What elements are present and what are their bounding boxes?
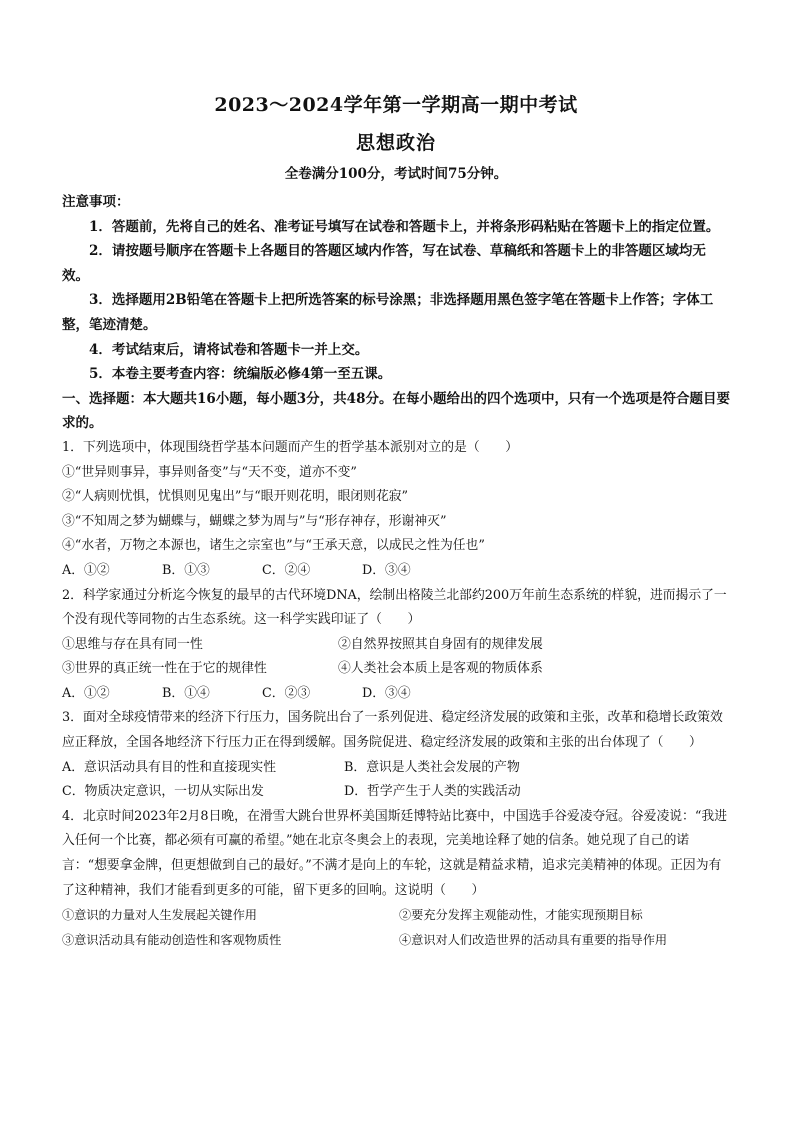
question-4-items-row <box>62 928 730 953</box>
option-b: B．①③ <box>162 562 210 578</box>
question-1-item: ③“不知周之梦为蝴蝶与，蝴蝶之梦为周与”与“形存神存，形谢神灭” <box>62 513 447 529</box>
question-1-item: ④“水者，万物之本源也，诸生之宗室也”与“王承天意，以成民之性为任也” <box>62 538 485 554</box>
subject-title: 思想政治 <box>355 132 436 154</box>
question-2-item: ②自然界按照其自身固有的规律发展 <box>338 636 543 652</box>
question-3-stem: 3．面对全球疫情带来的经济下行压力，国务院出台了一系列促进、稳定经济发展的政策和主张，改革和稳增长政策效应正释放，全国各地经济下行压力正在得到缓解。国务院促进、稳定经济发展的政策和主张的出台体现了（ ） <box>62 710 723 751</box>
question-4-item: ①意识的力量对人生发展起关键作用 <box>62 908 257 923</box>
option-a: A．①② <box>62 562 110 578</box>
exam-page <box>62 92 730 952</box>
notice-item: 2．请按题号顺序在答题卡上各题目的答题区域内作答，写在试卷、草稿纸和答题卡上的非答题区域均无效。 <box>62 243 706 284</box>
notice-item: 5．本卷主要考查内容：统编版必修4第一至五课。 <box>89 366 392 383</box>
exam-title: 2023～2024学年第一学期高一期中考试 <box>214 94 578 116</box>
option-c: C．②③ <box>262 685 311 701</box>
option-d: D．哲学产生于人类的实践活动 <box>344 784 521 800</box>
section-heading: 一、选择题：本大题共16小题，每小题3分，共48分。在每小题给出的四个选项中，只有一个选项是符合题目要求的。 <box>62 390 730 432</box>
question-1-item: ①“世异则事异，事异则备变”与“天不变，道亦不变” <box>62 464 357 480</box>
question-4-item: ④意识对人们改造世界的活动具有重要的指导作用 <box>399 932 668 947</box>
question-2-item: ①思维与存在具有同一性 <box>62 636 203 652</box>
question-4-stem: 4．北京时间2023年2月8日晚，在滑雪大跳台世界杯美国斯廷博特站比赛中，中国选手谷爱凌夺冠。谷爱凌说：“我进入任何一个比赛，都必须有可赢的希望。”她在北京冬奥会上的表现，完美地诠释了她的信条。她兑现了自己的诺言：“想要拿金牌，但更想做到自己的最好。”不满才是向上的车轮，这就是精益求精，追求完美精神的体现。正因为有了这种精神，我们才能看到更多的可能，留下更多的回响。这说明（ ） <box>62 808 727 898</box>
notice-item: 1．答题前，先将自己的姓名、准考证号填写在试卷和答题卡上，并将条形码粘贴在答题卡上的指定位置。 <box>89 218 720 235</box>
question-2-items-row <box>62 657 730 682</box>
question-3-options-row <box>62 780 730 805</box>
exam-info: 全卷满分100分，考试时间75分钟。 <box>284 166 508 182</box>
question-2-options <box>62 682 730 707</box>
option-c: C．②④ <box>262 562 311 578</box>
question-4-items-row <box>62 903 730 928</box>
option-c: C．物质决定意识，一切从实际出发 <box>62 784 264 800</box>
question-3-options-row <box>62 756 730 781</box>
option-d: D．③④ <box>362 685 411 701</box>
notice-heading: 注意事项： <box>62 194 130 210</box>
question-2-stem: 2．科学家通过分析迄今恢复的最早的古代环境DNA，绘制出格陵兰北部约200万年前生态系统的样貌，进而揭示了一个没有现代等同物的古生态系统。这一科学实践印证了（ ） <box>62 587 727 628</box>
notice-item: 3．选择题用2B铅笔在答题卡上把所选答案的标号涂黑；非选择题用黑色签字笔在答题卡上作答；字体工整，笔迹清楚。 <box>62 292 714 333</box>
option-a: A．①② <box>62 685 110 701</box>
question-4-item: ③意识活动具有能动创造性和客观物质性 <box>62 932 282 947</box>
question-2-item: ③世界的真正统一性在于它的规律性 <box>62 661 267 677</box>
option-d: D．③④ <box>362 562 411 578</box>
notice-item: 4．考试结束后，请将试卷和答题卡一并上交。 <box>89 341 369 358</box>
option-a: A．意识活动具有目的性和直接现实性 <box>62 759 276 775</box>
question-1-stem: 1．下列选项中，体现围绕哲学基本问题而产生的哲学基本派别对立的是（ ） <box>62 439 519 455</box>
option-b: B．意识是人类社会发展的产物 <box>344 759 520 775</box>
question-2-items-row <box>62 633 730 658</box>
question-1-options <box>62 559 730 584</box>
question-4-item: ②要充分发挥主观能动性，才能实现预期目标 <box>399 908 643 923</box>
question-2-item: ④人类社会本质上是客观的物质体系 <box>338 661 543 677</box>
question-1-item: ②“人病则忧惧，忧惧则见鬼出”与“眼开则花明，眼闭则花寂” <box>62 489 409 505</box>
option-b: B．①④ <box>162 685 210 701</box>
